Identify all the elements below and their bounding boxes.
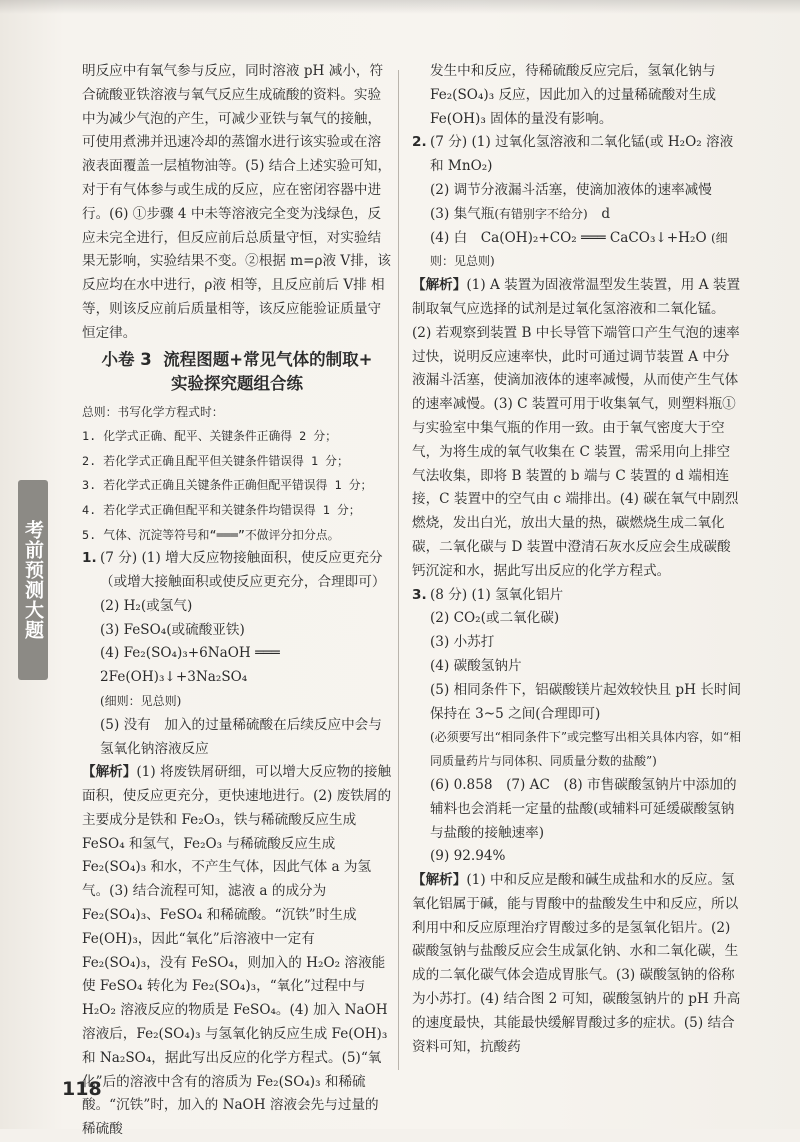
side-tab: 考前预测大题: [18, 480, 48, 680]
answer-text: (4) 白 Ca(OH)₂+CO₂ ═══ CaCO₃↓+H₂O: [430, 229, 707, 246]
question-number: 1.: [82, 550, 97, 567]
analysis-label: 【解析】: [82, 764, 137, 781]
note-line: 4. 若化学式正确但配平和关键条件均错误得 1 分；: [82, 502, 361, 517]
question-number: 3.: [412, 586, 427, 603]
continued-text: 发生中和反应，待稀硫酸反应完后，氢氧化钠与 Fe₂(SO₄)₃ 反应，因此加入的过量稀硫酸对生成 Fe(OH)₃ 固体的量没有影响。: [430, 63, 716, 127]
answer-line: (2) CO₂(或二氧化碳): [430, 610, 560, 627]
analysis-paragraph: [412, 869, 742, 1059]
analysis-text: (1) 将废铁屑研细，可以增大反应物的接触面积，使反应更充分，更快速地进行。(2) 废铁屑的主要成分是铁和 Fe₂O₃，铁与稀硫酸反应生成 FeSO₄ 和氢气，Fe₂O₃ 与稀硫酸反应生成 Fe₂(SO₄)₃ 和水，不产生气体，因此气体 a 为氢气。(3) 结合流程可知，滤液 a 的成分为 Fe₂(SO₄)₃、FeSO₄ 和稀硫酸。“沉铁”时生成 Fe(OH)₃，因此“氧化”后溶液中一定有 Fe₂(SO₄)₃，没有 FeSO₄，则加入的 H₂O₂ 溶液能使 FeSO₄ 转化为 Fe₂(SO₄)₃，“氧化”过程中与 H₂O₂ 溶液反应的物质是 FeSO₄。(4) 加入 NaOH 溶液后，Fe₂(SO₄)₃ 与氢氧化钠反应生成 Fe(OH)₃ 和 Na₂SO₄，据此写出反应的化学方程式。(5)“氧化”后的溶液中含有的溶质为 Fe₂(SO₄)₃ 和稀硫酸。“沉铁”时，加入的 NaOH 溶液会先与过量的稀硫酸: [82, 764, 392, 1138]
answer-line: (2) H₂(或氢气): [100, 597, 193, 614]
question-2: [412, 131, 742, 274]
question-2-body: [430, 131, 742, 274]
left-column: [82, 60, 392, 1142]
analysis-text: (1) A 装置为固液常温型发生装置，用 A 装置制取氧气应选择的试剂是过氧化氢溶液和二氧化锰。(2) 若观察到装置 B 中长导管下端管口产生气泡的速率过快，说明反应速率快，此时可通过调节装置 A 中分液漏斗活塞，使滴加液体的速率减慢，从而使产生气体的速率减慢。(3) C 装置可用于收集氧气，则塑料瓶①与实验室中集气瓶的作用一致。由于氧气密度大于空气，为将生成的氧气收集在 C 装置，需采用向上排空气法收集，即将 B 装置的 b 端与 C 装置的 d 端相连接，C 装置中的空气由 c 端排出。(4) 碳在氧气中剧烈燃烧，发出白光，放出大量的热，碳燃烧生成二氧化碳，二氧化碳与 D 装置中澄清石灰水反应会生成碳酸钙沉淀和水，据此写出反应的化学方程式。: [412, 277, 741, 579]
column-divider: [398, 70, 399, 1070]
note-line: 5. 气体、沉淀等符号和“═══”不做评分扣分点。: [82, 527, 340, 542]
answer-line: (7 分) (1) 增大反应物接触面积，使反应更充分（或增大接触面积或使反应更充分，合理即可）: [100, 550, 386, 590]
scoring-notes: [82, 400, 392, 548]
scoring-hint: (必须要写出“相同条件下”或完整写出相关具体内容，如“相同质量药片与同体积、同质量分数的盐酸”): [430, 730, 742, 769]
answer-line: (4) Fe₂(SO₄)₃+6NaOH ═══ 2Fe(OH)₃↓+3Na₂SO₄: [100, 645, 280, 686]
analysis-label: 【解析】: [412, 872, 467, 889]
answer-line: (5) 相同条件下，铝碳酸镁片起效较快且 pH 长时间保持在 3~5 之间(合理即可): [430, 681, 742, 722]
note-line: 1. 化学式正确、配平、关键条件正确得 2 分；: [82, 429, 337, 444]
answer-line: (3) 小苏打: [430, 634, 495, 651]
question-number: 2.: [412, 134, 427, 151]
scoring-hint: (有错别字不给分): [494, 206, 588, 221]
answer-line: [430, 227, 742, 275]
answer-line: [430, 203, 742, 227]
page-number: 118: [62, 1078, 102, 1100]
scoring-hint: (细则：见总则): [430, 230, 728, 269]
section-title-number: 小卷 3: [101, 349, 152, 369]
section-title-line2: 实验探究题组合练: [171, 373, 303, 393]
section-title-line1: 流程图题+常见气体的制取+: [163, 349, 373, 369]
analysis-paragraph: [82, 761, 392, 1142]
analysis-paragraph: [412, 274, 742, 583]
analysis-text: (1) 中和反应是酸和碱生成盐和水的反应。氢氧化铝属于碱，能与胃酸中的盐酸发生中和反应，所以利用中和反应原理治疗胃酸过多的是氢氧化铝片。(2) 碳酸氢钠与盐酸反应会生成氯化钠、水和二氧化碳，生成的二氧化碳气体会造成胃胀气。(3) 碳酸氢钠的俗称为小苏打。(4) 结合图 2 可知，碳酸氢钠片的 pH 升高的速度最快，其能最快缓解胃酸过多的症状。(5) 结合资料可知，抗酸药: [412, 872, 741, 1055]
answer-line: (2) 调节分液漏斗活塞，使滴加液体的速率减慢: [430, 181, 712, 198]
question-3-body: [430, 584, 742, 870]
section-title: [82, 348, 392, 396]
note-line: 3. 若化学式正确且关键条件正确但配平错误得 1 分；: [82, 478, 373, 493]
answer-text: (3) 集气瓶: [430, 205, 495, 222]
question-1: [82, 547, 392, 761]
question-3: [412, 584, 742, 870]
scoring-hint: (细则：见总则): [100, 693, 182, 708]
answer-text: d: [587, 205, 611, 222]
answer-line: (6) 0.858 (7) AC (8) 市售碳酸氢钠片中添加的辅料也会消耗一定量的盐酸(或辅料可延缓碳酸氢钠与盐酸的接触速率): [430, 776, 737, 841]
answer-line: (8 分) (1) 氢氧化铝片: [430, 586, 564, 603]
analysis-label: 【解析】: [412, 277, 467, 294]
note-line: 总则：书写化学方程式时：: [82, 404, 224, 419]
answer-line: (7 分) (1) 过氧化氢溶液和二氧化锰(或 H₂O₂ 溶液和 MnO₂): [430, 134, 734, 175]
intro-paragraph: 明反应中有氧气参与反应，同时溶液 pH 减小，符合硫酸亚铁溶液与氧气反应生成硫酸的资料。实验中为减少气泡的产生，可减少亚铁与氧气的接触，可使用煮沸并迅速冷却的蒸馏水进行该实验或在溶液表面覆盖一层植物油等。(5) 结合上述实验可知，对于有气体参与或生成的反应，应在密闭容器中进行。(6) ①步骤 4 中未等溶液完全变为浅绿色，反应未完全进行，但反应前后总质量守恒，对实验结果无影响，实验结果不变。②根据 m=ρ液 V排，该反应均在水中进行，ρ液 相等，且反应前后 V排 相等，则该反应前后质量相等，该反应能验证质量守恒定律。: [82, 63, 392, 341]
answer-line: (5) 没有 加入的过量稀硫酸在后续反应中会与氢氧化钠溶液反应: [100, 716, 382, 757]
answer-line: (4) 碳酸氢钠片: [430, 657, 522, 674]
page-top-shadow: [0, 0, 800, 14]
note-line: 2. 若化学式正确且配平但关键条件错误得 1 分；: [82, 453, 349, 468]
answer-line: (9) 92.94%: [430, 848, 506, 865]
question-1-body: [100, 547, 392, 761]
right-column: [412, 60, 742, 1059]
answer-line: (3) FeSO₄(或硫酸亚铁): [100, 621, 245, 638]
